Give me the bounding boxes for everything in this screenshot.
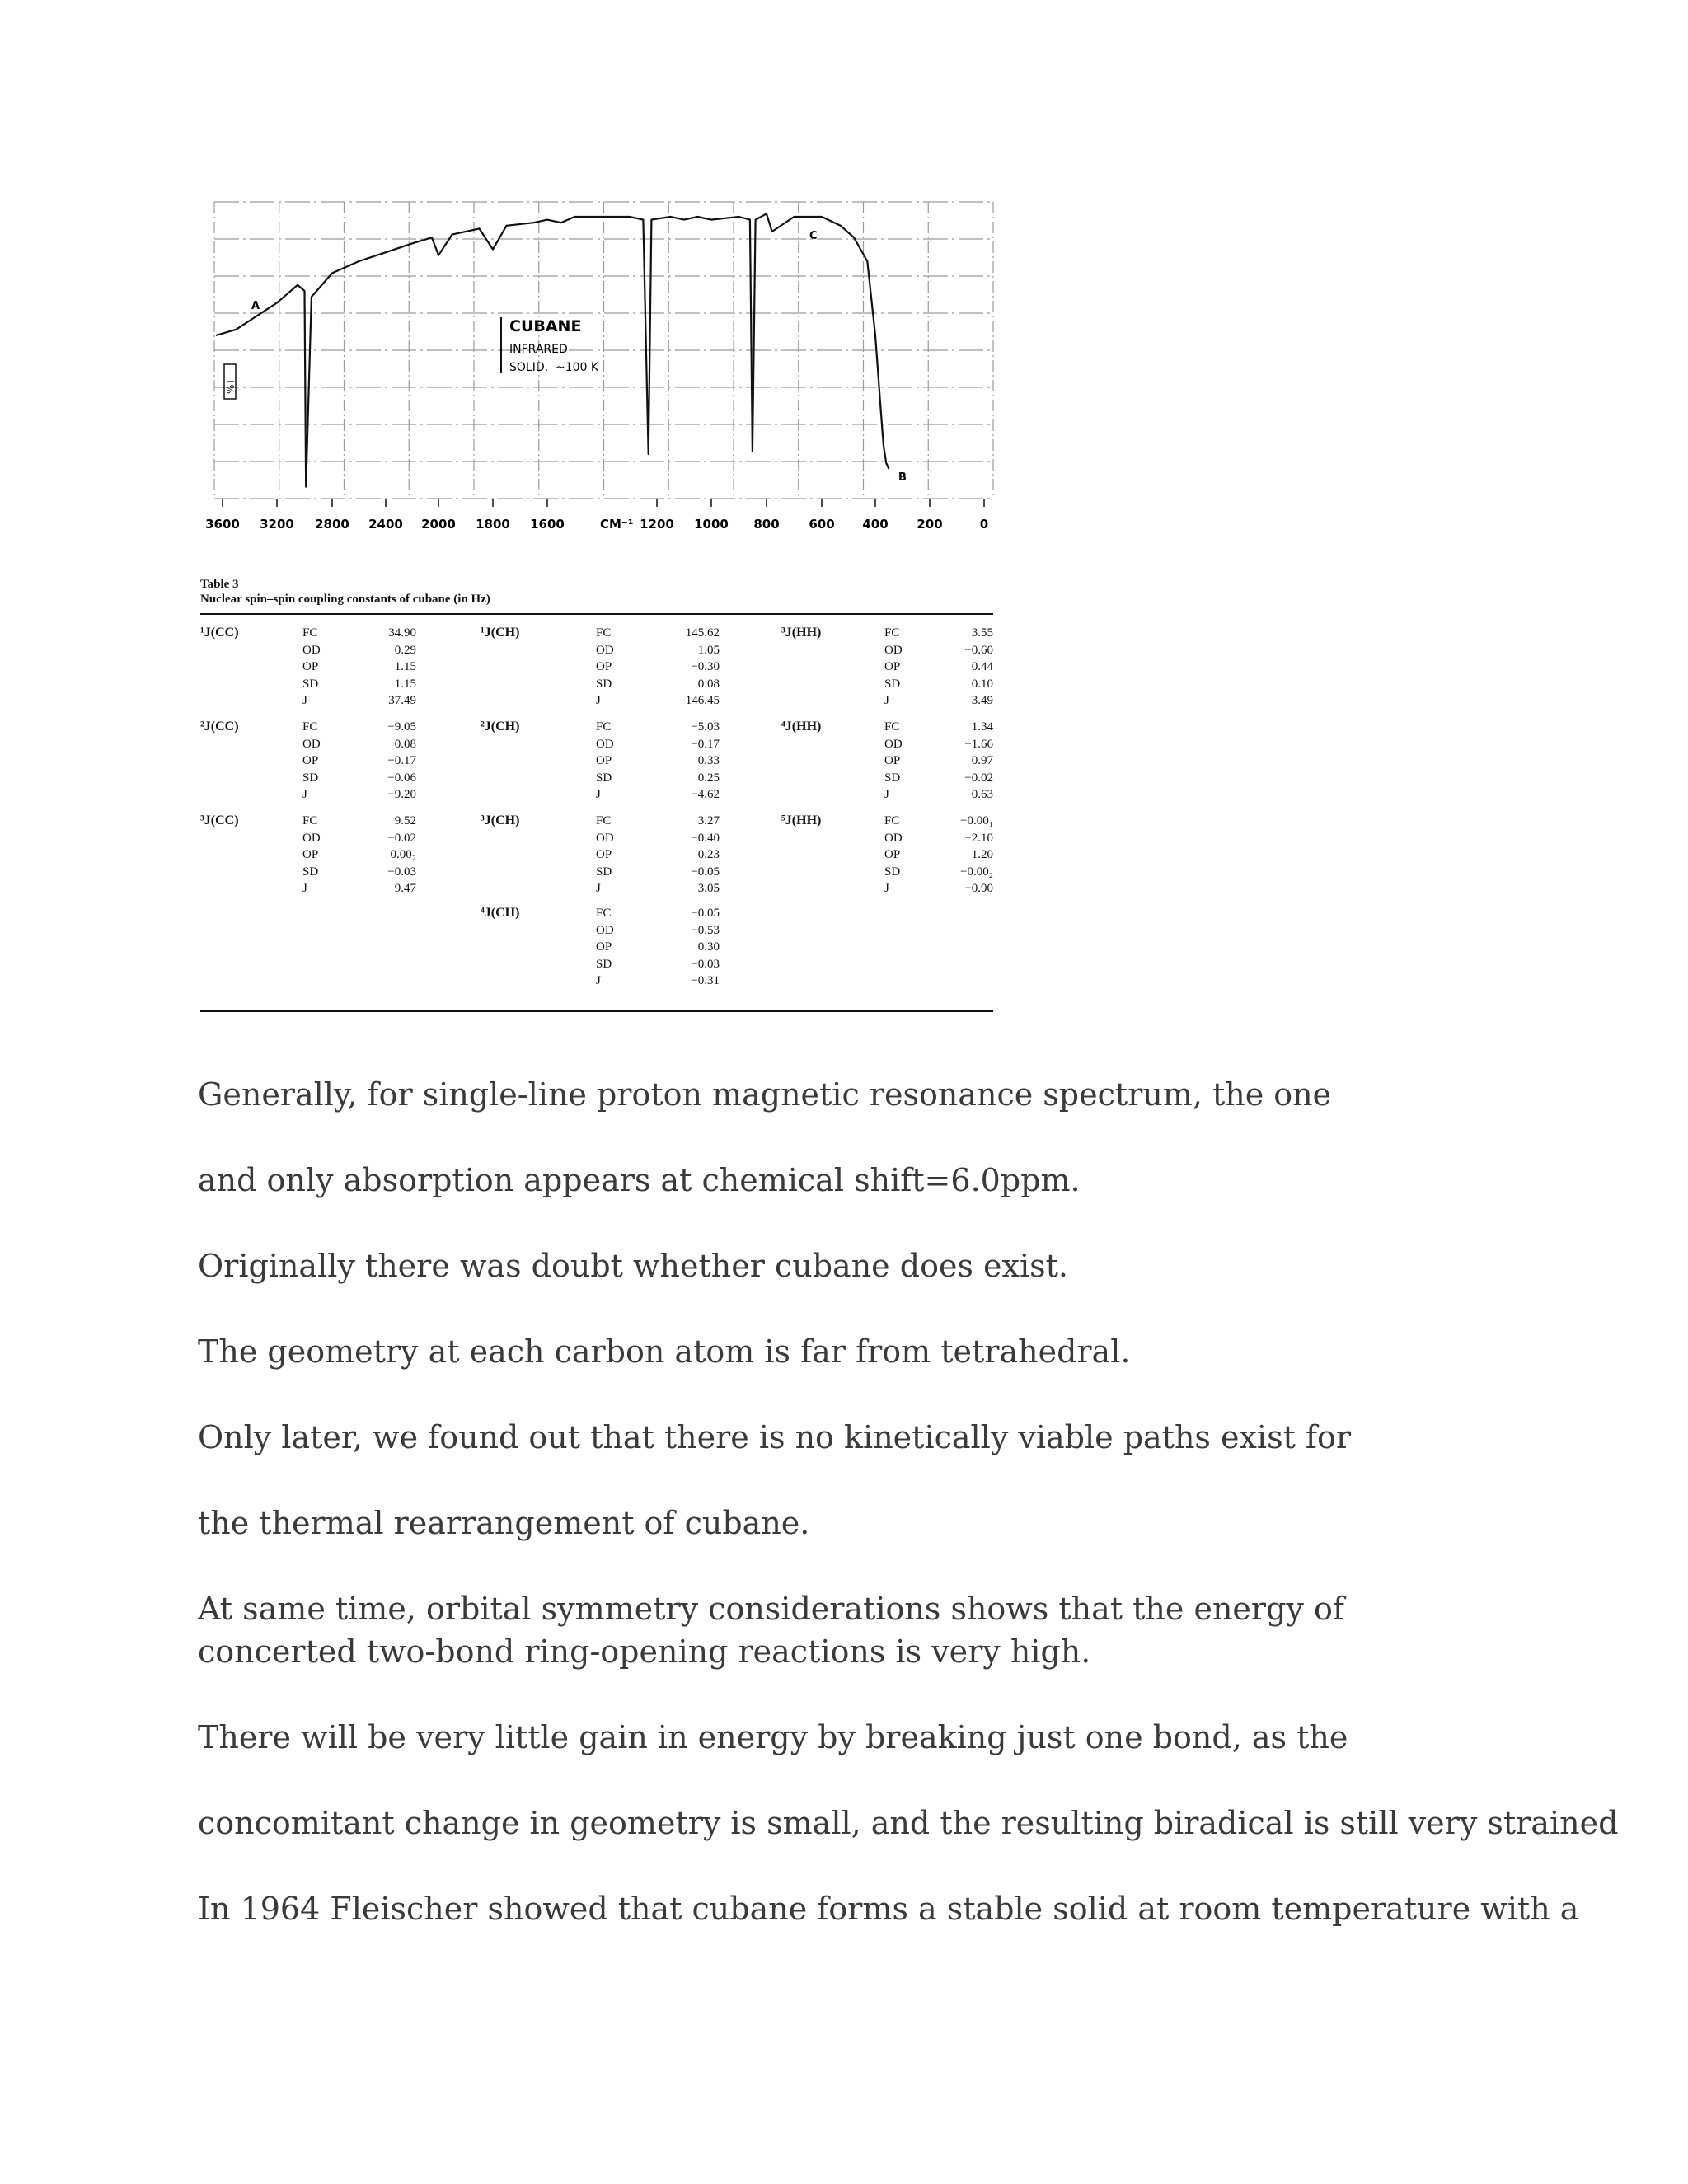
contribution-label: OD	[302, 737, 321, 751]
contribution-label: OD	[884, 643, 903, 657]
x-tick-label: 1200	[640, 517, 674, 532]
contribution-label: FC	[884, 814, 900, 827]
contribution-label: OD	[302, 643, 321, 657]
coupling-value: 1.15	[394, 660, 416, 673]
contribution-label: OP	[596, 660, 612, 673]
marker-c: C	[809, 230, 818, 242]
coupling-constant-name: ²J(CH)	[481, 719, 520, 733]
contribution-label: J	[302, 882, 307, 895]
marker-b: B	[898, 471, 907, 484]
paragraph-4: The geometry at each carbon atom is far from tetrahedral.	[198, 1333, 1131, 1370]
coupling-constant-name: ⁴J(CH)	[481, 906, 520, 920]
x-tick-label: 1600	[530, 517, 565, 532]
marker-a: A	[251, 300, 260, 312]
contribution-label: FC	[596, 814, 612, 827]
contribution-label: FC	[884, 626, 900, 640]
contribution-label: OP	[302, 754, 319, 767]
coupling-value: −9.20	[387, 788, 416, 801]
contribution-label: SD	[884, 677, 901, 691]
contribution-label: J	[884, 882, 889, 895]
paragraph-1: Generally, for single-line proton magnetic resonance spectrum, the one	[198, 1076, 1332, 1113]
contribution-label: OP	[596, 940, 612, 954]
contribution-label: J	[884, 694, 889, 707]
coupling-value: 0.00₂	[390, 848, 416, 861]
coupling-table	[200, 577, 993, 1022]
contribution-label: OD	[596, 923, 614, 937]
spectrum-title: CUBANE	[509, 317, 582, 335]
coupling-value: −5.03	[691, 720, 720, 733]
x-tick-label: 2000	[421, 517, 456, 532]
coupling-value: −0.05	[691, 865, 720, 879]
contribution-label: J	[596, 788, 601, 801]
coupling-value: 9.47	[394, 882, 416, 895]
coupling-value: −9.05	[387, 720, 416, 733]
contribution-label: SD	[596, 771, 612, 785]
contribution-label: SD	[884, 771, 901, 785]
coupling-constant-name: ³J(CH)	[481, 813, 520, 827]
paragraph-3: Originally there was doubt whether cubane does exist.	[198, 1248, 1068, 1284]
contribution-label: FC	[884, 720, 900, 733]
contribution-label: OP	[884, 754, 901, 767]
coupling-value: −0.31	[691, 974, 720, 987]
contribution-label: OP	[884, 660, 901, 673]
coupling-value: 3.55	[971, 626, 993, 640]
contribution-label: OD	[884, 737, 903, 751]
contribution-label: J	[596, 694, 601, 707]
contribution-label: FC	[596, 907, 612, 920]
coupling-constant-name: ³J(HH)	[781, 626, 822, 640]
ir-spectrum-chart	[198, 190, 1006, 536]
contribution-label: SD	[596, 677, 612, 691]
coupling-constant-name: ²J(CC)	[200, 719, 239, 733]
coupling-value: −4.62	[691, 788, 720, 801]
coupling-value: 1.20	[971, 848, 993, 861]
coupling-constant-name: ⁴J(HH)	[781, 719, 822, 733]
coupling-value: 0.97	[971, 754, 993, 767]
coupling-constant-name: ¹J(CH)	[481, 626, 520, 640]
coupling-value: −0.30	[691, 660, 720, 673]
contribution-label: OP	[884, 848, 901, 861]
chart-ticks	[223, 499, 984, 507]
coupling-value: −0.53	[691, 923, 720, 937]
contribution-label: J	[302, 694, 307, 707]
coupling-value: 0.23	[697, 848, 720, 861]
coupling-value: 0.30	[697, 940, 720, 954]
coupling-value: −1.66	[964, 737, 993, 751]
y-axis-label: %T	[225, 378, 237, 394]
paragraph-5: Only later, we found out that there is no kinetically viable paths exist for	[198, 1419, 1352, 1455]
table-label: Table 3	[200, 578, 239, 591]
x-tick-label: 400	[862, 517, 889, 532]
coupling-value: 1.15	[394, 677, 416, 691]
spectrum-condition: SOLID. ~100 K	[509, 361, 599, 374]
contribution-label: OD	[302, 831, 321, 845]
contribution-label: FC	[596, 626, 612, 640]
table-caption: Nuclear spin–spin coupling constants of cubane (in Hz)	[200, 593, 490, 606]
coupling-value: 0.33	[697, 754, 720, 767]
contribution-label: J	[302, 788, 307, 801]
contribution-label: SD	[596, 865, 612, 879]
coupling-value: 0.44	[971, 660, 993, 673]
coupling-value: −0.02	[964, 771, 993, 785]
coupling-value: −0.03	[691, 957, 720, 971]
coupling-value: −0.05	[691, 907, 720, 920]
contribution-label: SD	[302, 865, 319, 879]
coupling-value: 3.27	[697, 814, 720, 827]
x-tick-label: 800	[753, 517, 780, 532]
coupling-value: −0.06	[387, 771, 416, 785]
coupling-value: −0.00₂	[960, 865, 993, 879]
contribution-label: SD	[302, 677, 319, 691]
coupling-value: 3.49	[971, 694, 993, 707]
paragraph-10: In 1964 Fleischer showed that cubane forms a stable solid at room temperature with a	[198, 1891, 1579, 1927]
coupling-value: 0.08	[697, 677, 720, 691]
coupling-constant-name: ¹J(CC)	[200, 626, 239, 640]
coupling-value: 0.29	[394, 643, 416, 657]
x-tick-label: 2400	[368, 517, 403, 532]
paragraph-9: concomitant change in geometry is small, and the resulting biradical is still very strained	[198, 1805, 1619, 1841]
coupling-constant-name: ⁵J(HH)	[781, 813, 822, 827]
contribution-label: FC	[302, 814, 318, 827]
x-tick-label: 1000	[694, 517, 729, 532]
x-tick-label: 3200	[260, 517, 294, 532]
x-tick-label: 3600	[205, 517, 240, 532]
coupling-value: 1.05	[697, 643, 720, 657]
coupling-value: 37.49	[388, 694, 416, 707]
contribution-label: FC	[302, 626, 318, 640]
coupling-value: −0.00₁	[960, 814, 993, 827]
coupling-value: −0.17	[691, 737, 720, 751]
coupling-value: 0.10	[971, 677, 993, 691]
contribution-label: OP	[302, 848, 319, 861]
coupling-value: 9.52	[394, 814, 416, 827]
x-axis-labels	[205, 517, 988, 532]
contribution-label: FC	[596, 720, 612, 733]
coupling-value: 146.45	[685, 694, 720, 707]
coupling-value: −0.40	[691, 831, 720, 845]
contribution-label: OD	[596, 831, 614, 845]
coupling-value: −0.02	[387, 831, 416, 845]
coupling-value: 3.05	[697, 882, 720, 895]
contribution-label: OD	[596, 737, 614, 751]
paragraph-7: At same time, orbital symmetry considerations shows that the energy of concerted two-bond ring-opening reactions is very high.	[198, 1591, 1344, 1670]
coupling-value: 1.34	[971, 720, 993, 733]
coupling-value: 0.08	[394, 737, 416, 751]
coupling-value: 0.25	[697, 771, 720, 785]
x-tick-label: 0	[979, 517, 989, 532]
spectrum-subtitle: INFRARED	[509, 343, 568, 356]
x-axis-unit: CM⁻¹	[600, 517, 634, 532]
contribution-label: OP	[596, 754, 612, 767]
contribution-label: SD	[302, 771, 319, 785]
paragraph-8: There will be very little gain in energy by breaking just one bond, as the	[198, 1719, 1348, 1755]
x-tick-label: 200	[917, 517, 943, 532]
coupling-value: −0.60	[964, 643, 993, 657]
contribution-label: OD	[884, 831, 903, 845]
coupling-value: −0.90	[964, 882, 993, 895]
x-tick-label: 1800	[476, 517, 510, 532]
contribution-label: OD	[596, 643, 614, 657]
contribution-label: SD	[596, 957, 612, 971]
coupling-value: 0.63	[971, 788, 993, 801]
contribution-label: J	[596, 882, 601, 895]
contribution-label: J	[884, 788, 889, 801]
x-tick-label: 600	[809, 517, 835, 532]
contribution-label: OP	[596, 848, 612, 861]
table-top-rule	[200, 613, 993, 615]
contribution-label: J	[596, 974, 601, 987]
coupling-value: −0.17	[387, 754, 416, 767]
x-tick-label: 2800	[315, 517, 349, 532]
coupling-value: −0.03	[387, 865, 416, 879]
paragraph-6: the thermal rearrangement of cubane.	[198, 1505, 810, 1541]
coupling-value: −2.10	[964, 831, 993, 845]
coupling-value: 34.90	[388, 626, 416, 640]
contribution-label: OP	[302, 660, 319, 673]
contribution-label: SD	[884, 865, 901, 879]
coupling-constant-name: ³J(CC)	[200, 813, 239, 827]
paragraph-2: and only absorption appears at chemical shift=6.0ppm.	[198, 1162, 1081, 1198]
contribution-label: FC	[302, 720, 318, 733]
table-bottom-rule	[200, 1010, 993, 1012]
coupling-value: 145.62	[685, 626, 720, 640]
